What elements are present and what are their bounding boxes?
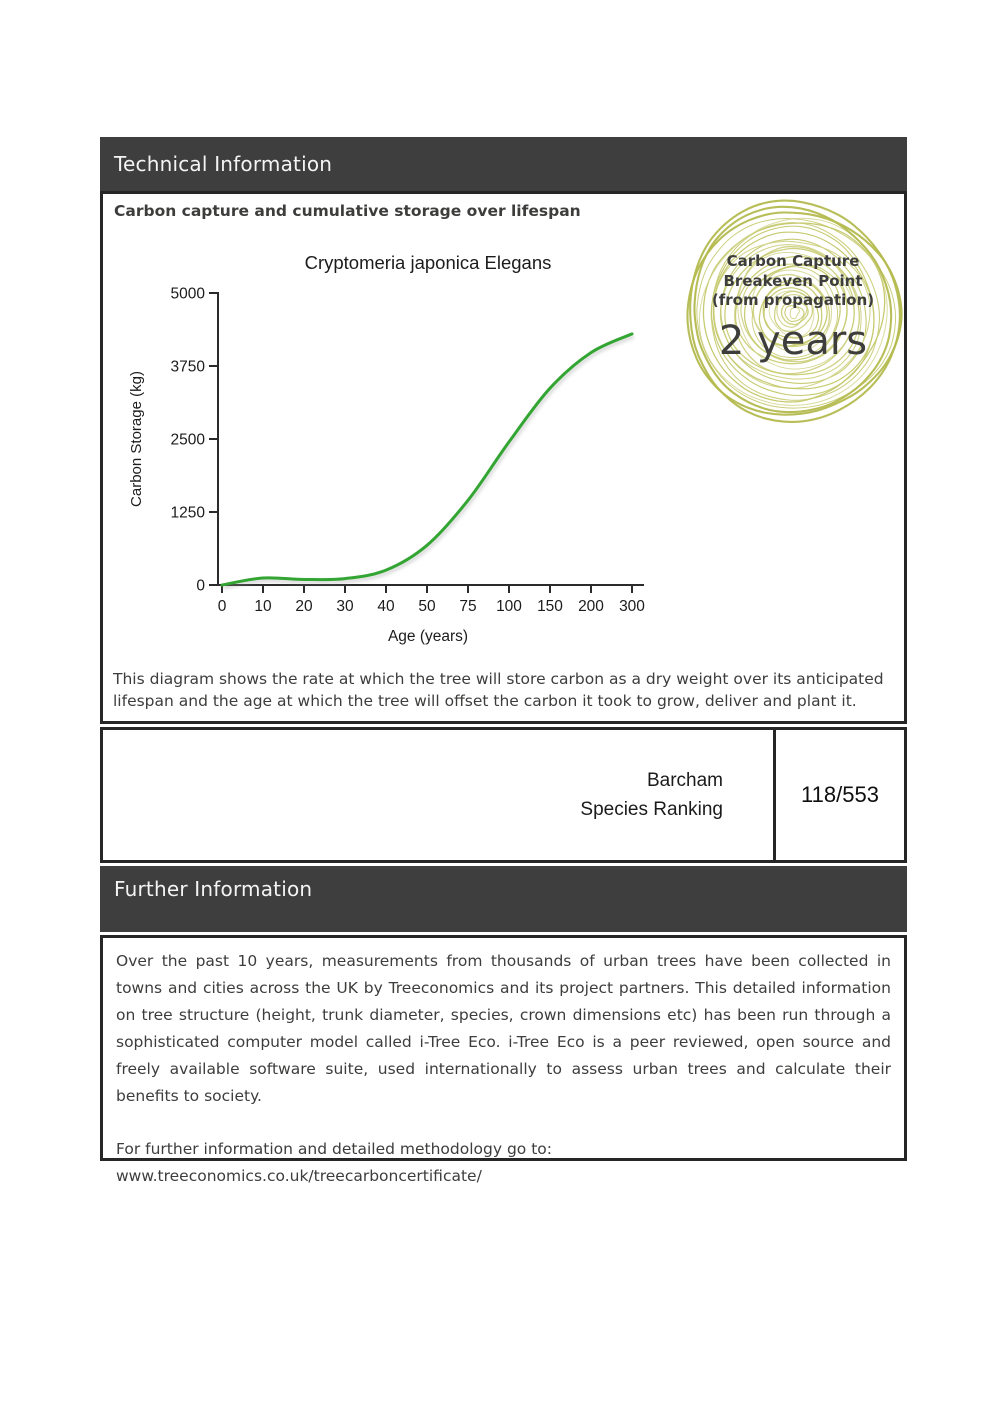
x-tick-label: 40 bbox=[377, 598, 395, 615]
chart-caption: This diagram shows the rate at which the tree will store carbon as a dry weight over its anticipated lifespan and the age at which the tree will offset the carbon it took to grow, deliver and plant it. bbox=[113, 670, 884, 710]
further-information-box bbox=[100, 935, 907, 1185]
ranking-label-line-1: Barcham bbox=[646, 770, 723, 791]
further-information-header bbox=[100, 866, 907, 932]
x-tick-label: 75 bbox=[459, 598, 477, 615]
ranking-label-cell bbox=[103, 730, 776, 860]
carbon-storage-line-chart bbox=[103, 194, 904, 721]
x-tick-label: 100 bbox=[496, 598, 522, 615]
x-tick-label: 300 bbox=[619, 598, 645, 615]
x-tick-label: 50 bbox=[418, 598, 436, 615]
x-tick-label: 0 bbox=[217, 598, 227, 615]
chart-title: Cryptomeria japonica Elegans bbox=[304, 252, 552, 273]
x-tick-label: 30 bbox=[336, 598, 354, 615]
species-ranking-value: 118/553 bbox=[801, 782, 879, 807]
badge-line-1: Carbon Capture bbox=[726, 252, 860, 270]
tree-ring bbox=[790, 307, 800, 318]
y-tick-label: 5000 bbox=[170, 285, 205, 303]
badge-line-3: (from propagation) bbox=[711, 291, 875, 309]
further-information-title: Further Information bbox=[114, 877, 313, 901]
x-axis-label: Age (years) bbox=[387, 628, 469, 645]
technical-information-header bbox=[100, 137, 907, 191]
chart-box-heading: Carbon capture and cumulative storage over lifespan bbox=[114, 202, 581, 220]
y-tick-label: 1250 bbox=[170, 504, 205, 522]
carbon-capture-chart-box bbox=[100, 191, 907, 724]
badge-breakeven-years: 2 years bbox=[718, 317, 868, 364]
x-tick-label: 10 bbox=[254, 598, 272, 615]
technical-information-title: Technical Information bbox=[114, 152, 333, 176]
tree-rings-illustration bbox=[687, 201, 901, 422]
x-tick-label: 20 bbox=[295, 598, 313, 615]
x-tick-label: 200 bbox=[578, 598, 604, 615]
tree-ring bbox=[713, 232, 874, 389]
y-tick-label: 0 bbox=[196, 577, 205, 595]
y-tick-label: 3750 bbox=[170, 358, 205, 376]
ranking-value-cell bbox=[776, 730, 904, 860]
x-tick-label: 150 bbox=[537, 598, 563, 615]
badge-line-2: Breakeven Point bbox=[723, 271, 863, 290]
plot-area bbox=[128, 252, 645, 645]
species-ranking-box bbox=[100, 727, 907, 863]
further-information-paragraph: Over the past 10 years, measurements from thousands of urban trees have been collected in towns and cities across the UK by Treeconomics and its project partners. This detailed information on tree structure (height, trunk diameter, species, crown dimensions etc) has been run through a sophisticated computer model called i-Tree Eco. i-Tree Eco is a peer reviewed, open source and freely available software suite, used internationally to assess urban trees and calculate their benefits to society. bbox=[116, 952, 891, 1105]
y-tick-label: 2500 bbox=[170, 431, 205, 449]
ranking-label-line-2: Species Ranking bbox=[580, 799, 723, 820]
tree-ring bbox=[763, 283, 821, 344]
y-axis-label: Carbon Storage (kg) bbox=[128, 371, 145, 507]
curve-shadow bbox=[224, 336, 634, 587]
further-information-link-line: For further information and detailed methodology go to: www.treeconomics.co.uk/treecarboncertificate/ bbox=[116, 1140, 552, 1185]
